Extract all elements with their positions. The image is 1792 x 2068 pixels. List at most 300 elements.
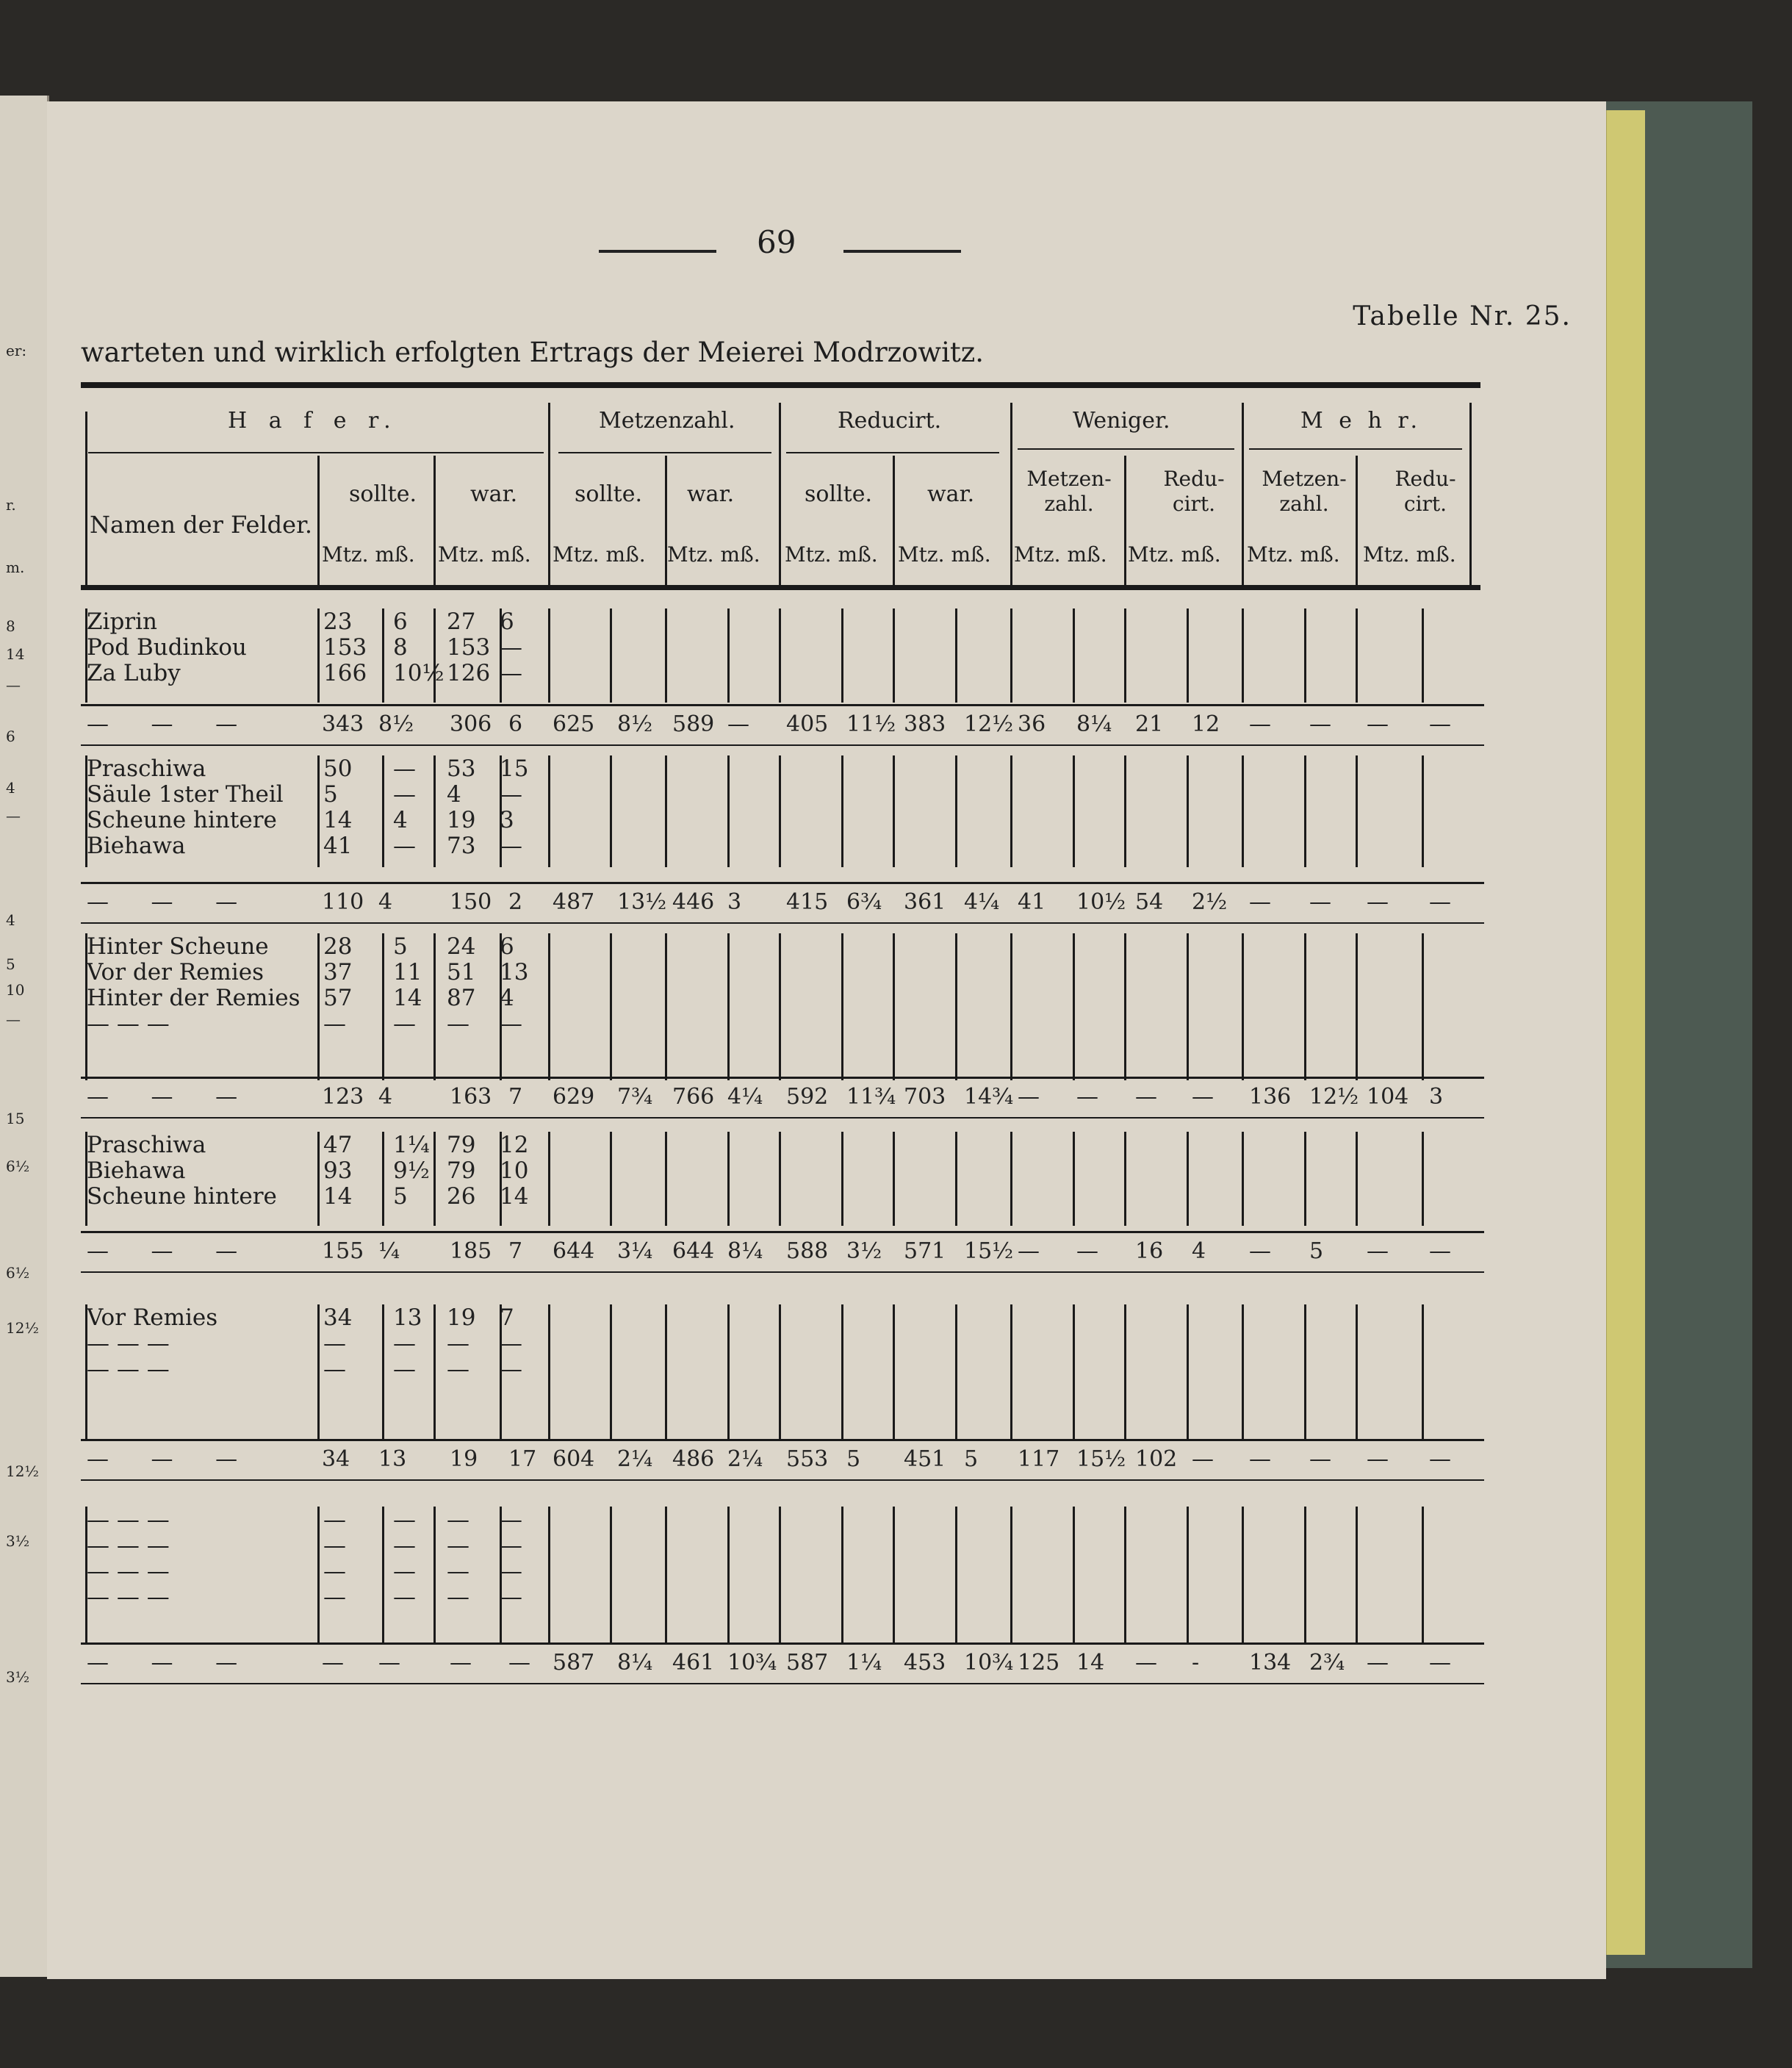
sollte-mtz: —	[323, 1010, 346, 1037]
war-ms: 4	[500, 985, 514, 1011]
war-ms: 12	[500, 1132, 529, 1158]
total-value: 8¼	[617, 1650, 653, 1676]
sollte-mtz: 23	[323, 608, 353, 635]
header-divider	[1010, 403, 1012, 585]
total-value: 10½	[1076, 889, 1126, 915]
total-value: —	[1429, 889, 1451, 915]
sollte-mtz: —	[323, 1558, 346, 1584]
total-value: 4	[378, 1084, 393, 1110]
sollte-ms: —	[393, 1010, 416, 1037]
header-names: Namen der Felder.	[90, 511, 313, 539]
total-value: 110	[322, 889, 364, 915]
margin-fragment: 10	[6, 981, 25, 999]
sollte-mtz: 47	[323, 1132, 353, 1158]
total-label: — — —	[87, 1084, 256, 1110]
total-label: — — —	[87, 711, 256, 737]
war-ms: 14	[500, 1183, 529, 1210]
total-value: 587	[553, 1650, 595, 1676]
margin-fragment: 8	[6, 617, 15, 635]
sollte-mtz: —	[323, 1507, 346, 1533]
header-divider	[779, 403, 781, 585]
total-value: —	[1429, 1238, 1451, 1264]
body-column-line	[1187, 933, 1189, 1080]
war-mtz: —	[447, 1356, 469, 1382]
margin-fragment: 6½	[6, 1157, 30, 1175]
sollte-ms: 5	[393, 1183, 408, 1210]
body-column-line	[841, 608, 843, 703]
body-column-line	[317, 608, 320, 703]
body-column-line	[1124, 1507, 1126, 1642]
body-column-line	[548, 1304, 550, 1440]
war-ms: 10	[500, 1157, 529, 1184]
body-column-line	[1422, 755, 1424, 867]
header-metzenzahl: Metzenzahl.	[599, 408, 735, 434]
body-column-line	[727, 1132, 730, 1226]
header-group-rule	[1018, 448, 1234, 450]
margin-fragment: 14	[6, 645, 25, 663]
sollte-ms: 11	[393, 959, 422, 985]
sollte-mtz: 14	[323, 1183, 353, 1210]
body-column-line	[779, 933, 781, 1080]
field-name: — — —	[87, 1532, 170, 1559]
total-value: 4¼	[727, 1084, 763, 1110]
sollte-ms: 13	[393, 1304, 422, 1331]
margin-fragment: 4	[6, 779, 15, 797]
header-metzen-sollte: sollte.	[575, 481, 642, 507]
war-ms: 6	[500, 608, 514, 635]
body-column-line	[665, 755, 667, 867]
header-subdivider	[893, 456, 895, 585]
header-unit: Mtz. mß.	[1128, 542, 1221, 567]
body-column-line	[1356, 1507, 1358, 1642]
total-rule-top	[81, 1439, 1484, 1441]
total-rule-top	[81, 882, 1484, 884]
body-column-line	[955, 1507, 957, 1642]
margin-fragment: 6½	[6, 1264, 30, 1282]
total-value: 7	[508, 1238, 523, 1264]
total-rule-bottom	[81, 1271, 1484, 1273]
body-column-line	[1304, 933, 1306, 1080]
total-value: —	[1367, 889, 1389, 915]
body-column-line	[665, 1507, 667, 1642]
body-column-line	[955, 608, 957, 703]
total-value: 16	[1135, 1238, 1164, 1264]
body-column-line	[1073, 933, 1075, 1080]
field-name: Praschiwa	[87, 1132, 206, 1158]
total-value: 134	[1249, 1650, 1292, 1676]
body-column-line	[1010, 1304, 1012, 1440]
field-name: Scheune hintere	[87, 1183, 277, 1210]
body-column-line	[955, 1304, 957, 1440]
total-label: — — —	[87, 1238, 256, 1264]
total-value: —	[1429, 711, 1451, 737]
body-column-line	[727, 1304, 730, 1440]
war-mtz: 126	[447, 660, 491, 686]
total-value: 487	[553, 889, 595, 915]
total-value: 12½	[1309, 1084, 1359, 1110]
body-column-line	[1304, 755, 1306, 867]
header-group-rule	[88, 452, 544, 453]
body-column-line	[1187, 1507, 1189, 1642]
total-value: 185	[450, 1238, 492, 1264]
body-column-line	[610, 608, 612, 703]
body-column-line	[382, 933, 384, 1080]
body-column-line	[1187, 1132, 1189, 1226]
war-mtz: 19	[447, 807, 476, 833]
margin-fragment: 12½	[6, 1319, 39, 1337]
body-column-line	[1356, 1132, 1358, 1226]
sollte-mtz: 166	[323, 660, 367, 686]
total-label: — — —	[87, 889, 256, 915]
page-number-rule-right	[843, 250, 961, 253]
header-weniger-reduc: Redu-cirt.	[1163, 467, 1225, 516]
margin-fragment: er:	[6, 342, 27, 359]
body-column-line	[665, 1132, 667, 1226]
header-unit: Mtz. mß.	[898, 542, 991, 567]
total-value: —	[1367, 1650, 1389, 1676]
field-name: — — —	[87, 1330, 170, 1357]
total-value: —	[1367, 711, 1389, 737]
header-unit: Mtz. mß.	[785, 542, 878, 567]
page-block-edge	[1605, 110, 1645, 1955]
body-column-line	[1124, 1132, 1126, 1226]
sollte-ms: —	[393, 1330, 416, 1357]
total-value: —	[1076, 1238, 1098, 1264]
total-value: —	[1367, 1446, 1389, 1472]
war-mtz: 27	[447, 608, 476, 635]
total-value: 644	[553, 1238, 595, 1264]
total-value: 8¼	[727, 1238, 763, 1264]
header-subdivider	[1356, 456, 1358, 585]
header-mehr: M e h r.	[1300, 408, 1422, 434]
total-value: 343	[322, 711, 364, 737]
total-value: —	[1429, 1446, 1451, 1472]
sollte-mtz: —	[323, 1330, 346, 1357]
total-value: 2¼	[617, 1446, 653, 1472]
total-value: —	[1309, 889, 1331, 915]
margin-fragment: 6	[6, 728, 15, 745]
body-column-line	[779, 608, 781, 703]
field-name: Hinter Scheune	[87, 933, 269, 960]
field-name: Biehawa	[87, 833, 186, 859]
field-name: — — —	[87, 1356, 170, 1382]
war-mtz: —	[447, 1532, 469, 1559]
war-mtz: —	[447, 1330, 469, 1357]
header-group-rule	[786, 452, 999, 453]
body-column-line	[548, 1507, 550, 1642]
total-value: 5	[1309, 1238, 1324, 1264]
body-column-line	[382, 1304, 384, 1440]
header-unit: Mtz. mß.	[1014, 542, 1107, 567]
body-column-line	[548, 608, 550, 703]
body-column-line	[548, 755, 550, 867]
header-divider	[548, 403, 550, 585]
total-value: 3¼	[617, 1238, 653, 1264]
war-ms: 15	[500, 755, 529, 782]
war-mtz: 4	[447, 781, 461, 808]
total-rule-top	[81, 1077, 1484, 1079]
total-value: 2½	[1192, 889, 1228, 915]
header-subdivider	[1124, 456, 1126, 585]
total-value: 3	[727, 889, 742, 915]
field-name: Hinter der Remies	[87, 985, 301, 1011]
war-mtz: 153	[447, 634, 491, 661]
body-column-line	[1422, 1132, 1424, 1226]
body-column-line	[548, 1132, 550, 1226]
sollte-ms: —	[393, 781, 416, 808]
body-column-line	[433, 608, 436, 703]
total-value: 8¼	[1076, 711, 1112, 737]
total-value: 125	[1018, 1650, 1060, 1676]
body-column-line	[610, 1132, 612, 1226]
body-column-line	[1010, 608, 1012, 703]
total-label: — — —	[87, 1446, 256, 1472]
sollte-ms: 9½	[393, 1157, 430, 1184]
total-value: 4	[1192, 1238, 1206, 1264]
total-value: 625	[553, 711, 595, 737]
body-column-line	[1242, 1304, 1244, 1440]
body-column-line	[727, 1507, 730, 1642]
field-name: — — —	[87, 1507, 170, 1533]
total-value: 604	[553, 1446, 595, 1472]
body-column-line	[665, 1304, 667, 1440]
total-value: 14¾	[964, 1084, 1014, 1110]
total-value: 10¾	[727, 1650, 777, 1676]
total-value: —	[508, 1650, 530, 1676]
total-value: 54	[1135, 889, 1164, 915]
war-ms: —	[500, 1010, 522, 1037]
margin-fragment: 4	[6, 911, 15, 929]
total-value: 415	[786, 889, 829, 915]
total-value: 8½	[378, 711, 414, 737]
war-mtz: 51	[447, 959, 476, 985]
total-rule-bottom	[81, 1479, 1484, 1481]
total-value: —	[1135, 1084, 1157, 1110]
total-value: 571	[904, 1238, 946, 1264]
margin-fragment: 5	[6, 955, 15, 973]
total-value: 12½	[964, 711, 1014, 737]
body-column-line	[382, 608, 384, 703]
body-column-line	[1242, 755, 1244, 867]
total-value: —	[450, 1650, 472, 1676]
war-mtz: —	[447, 1558, 469, 1584]
header-hafer: H a f e r.	[228, 408, 398, 434]
body-column-line	[433, 933, 436, 1080]
total-value: 587	[786, 1650, 829, 1676]
total-rule-bottom	[81, 922, 1484, 924]
field-name: Vor Remies	[87, 1304, 218, 1331]
war-mtz: —	[447, 1010, 469, 1037]
total-value: 13½	[617, 889, 667, 915]
sollte-ms: 8	[393, 634, 408, 661]
total-value: ¼	[378, 1238, 400, 1264]
body-column-line	[317, 1507, 320, 1642]
total-rule-top	[81, 1642, 1484, 1645]
total-value: 15½	[1076, 1446, 1126, 1472]
total-label: — — —	[87, 1650, 256, 1676]
body-column-line	[665, 608, 667, 703]
war-ms: —	[500, 1356, 522, 1382]
total-value: —	[322, 1650, 344, 1676]
sollte-ms: —	[393, 1584, 416, 1610]
body-column-line	[779, 1304, 781, 1440]
header-unit: Mtz. mß.	[553, 542, 646, 567]
body-column-line	[1187, 755, 1189, 867]
total-value: 2¾	[1309, 1650, 1345, 1676]
header-sollte: sollte.	[349, 481, 417, 507]
total-value: 150	[450, 889, 492, 915]
war-mtz: 79	[447, 1157, 476, 1184]
sollte-mtz: 34	[323, 1304, 353, 1331]
body-column-line	[893, 933, 895, 1080]
total-value: -	[1192, 1650, 1200, 1676]
total-value: 21	[1135, 711, 1164, 737]
sollte-mtz: 50	[323, 755, 353, 782]
body-column-line	[955, 755, 957, 867]
body-column-line	[1073, 1304, 1075, 1440]
sollte-mtz: 41	[323, 833, 353, 859]
sollte-ms: 5	[393, 933, 408, 960]
field-name: Praschiwa	[87, 755, 206, 782]
total-value: 5	[846, 1446, 861, 1472]
field-name: Biehawa	[87, 1157, 186, 1184]
body-column-line	[893, 1507, 895, 1642]
margin-fragment: 3½	[6, 1532, 30, 1550]
total-value: —	[1309, 1446, 1331, 1472]
total-value: —	[1249, 711, 1271, 737]
body-column-line	[1356, 755, 1358, 867]
body-column-line	[317, 1304, 320, 1440]
sollte-ms: 10½	[393, 660, 445, 686]
sollte-ms: —	[393, 755, 416, 782]
body-column-line	[382, 1507, 384, 1642]
body-column-line	[665, 933, 667, 1080]
total-value: —	[1192, 1446, 1214, 1472]
body-column-line	[1304, 1507, 1306, 1642]
body-column-line	[779, 755, 781, 867]
body-column-line	[1073, 608, 1075, 703]
total-value: 451	[904, 1446, 946, 1472]
body-column-line	[1356, 933, 1358, 1080]
header-divider	[85, 412, 87, 588]
total-value: 163	[450, 1084, 492, 1110]
total-value: —	[1249, 1238, 1271, 1264]
sollte-mtz: 14	[323, 807, 353, 833]
body-column-line	[779, 1507, 781, 1642]
body-column-line	[610, 1507, 612, 1642]
page-number-rule-left	[599, 250, 716, 253]
body-column-line	[317, 755, 320, 867]
total-value: —	[378, 1650, 400, 1676]
sollte-mtz: —	[323, 1584, 346, 1610]
war-mtz: 19	[447, 1304, 476, 1331]
total-rule-bottom	[81, 1117, 1484, 1119]
sollte-ms: —	[393, 1532, 416, 1559]
total-value: 6¾	[846, 889, 882, 915]
margin-fragment: 15	[6, 1110, 25, 1127]
body-column-line	[1356, 608, 1358, 703]
total-value: —	[1309, 711, 1331, 737]
body-column-line	[1187, 1304, 1189, 1440]
body-column-line	[1124, 608, 1126, 703]
body-column-line	[893, 1132, 895, 1226]
total-value: 553	[786, 1446, 829, 1472]
total-value: 136	[1249, 1084, 1292, 1110]
body-column-line	[1422, 1507, 1424, 1642]
sollte-mtz: 5	[323, 781, 338, 808]
total-value: 123	[322, 1084, 364, 1110]
total-value: 13	[378, 1446, 407, 1472]
total-value: —	[1076, 1084, 1098, 1110]
body-column-line	[610, 933, 612, 1080]
total-value: —	[1429, 1650, 1451, 1676]
body-column-line	[1242, 608, 1244, 703]
total-rule-top	[81, 1231, 1484, 1233]
header-group-rule	[1249, 448, 1462, 450]
total-value: —	[1135, 1650, 1157, 1676]
sollte-ms: 6	[393, 608, 408, 635]
total-value: 14	[1076, 1650, 1105, 1676]
war-mtz: 87	[447, 985, 476, 1011]
sollte-ms: 14	[393, 985, 422, 1011]
total-value: 461	[672, 1650, 715, 1676]
header-bottom-rule	[81, 585, 1480, 590]
body-column-line	[841, 755, 843, 867]
total-rule-bottom	[81, 744, 1484, 746]
total-value: 644	[672, 1238, 715, 1264]
header-reducirt: Reducirt.	[838, 408, 942, 434]
header-unit: Mtz. mß.	[438, 542, 531, 567]
sollte-ms: —	[393, 1558, 416, 1584]
total-value: —	[1018, 1084, 1040, 1110]
body-column-line	[1010, 933, 1012, 1080]
total-value: 7	[508, 1084, 523, 1110]
total-value: 12	[1192, 711, 1220, 737]
body-column-line	[841, 1132, 843, 1226]
total-value: 453	[904, 1650, 946, 1676]
body-column-line	[548, 933, 550, 1080]
total-value: 34	[322, 1446, 350, 1472]
body-column-line	[1356, 1304, 1358, 1440]
margin-fragment: —	[6, 807, 21, 825]
header-unit: Mtz. mß.	[1363, 542, 1456, 567]
total-value: 41	[1018, 889, 1046, 915]
war-ms: 7	[500, 1304, 514, 1331]
sollte-ms: —	[393, 833, 416, 859]
header-group-rule	[558, 452, 771, 453]
sollte-mtz: —	[323, 1532, 346, 1559]
body-column-line	[1304, 1132, 1306, 1226]
body-column-line	[1010, 1507, 1012, 1642]
sollte-mtz: 37	[323, 959, 353, 985]
war-ms: 13	[500, 959, 529, 985]
body-column-line	[727, 755, 730, 867]
body-column-line	[955, 1132, 957, 1226]
field-name: — — —	[87, 1584, 170, 1610]
field-name: — — —	[87, 1010, 170, 1037]
field-name: Säule 1ster Theil	[87, 781, 284, 808]
sollte-mtz: 28	[323, 933, 353, 960]
header-weniger-metzen: Metzen-zahl.	[1026, 467, 1112, 516]
total-value: 306	[450, 711, 492, 737]
total-value: —	[1367, 1238, 1389, 1264]
table-number: Tabelle Nr. 25.	[1353, 301, 1572, 331]
total-value: 446	[672, 889, 715, 915]
total-value: 3½	[846, 1238, 882, 1264]
header-unit: Mtz. mß.	[322, 542, 415, 567]
header-reduc-sollte: sollte.	[805, 481, 872, 507]
war-mtz: 79	[447, 1132, 476, 1158]
